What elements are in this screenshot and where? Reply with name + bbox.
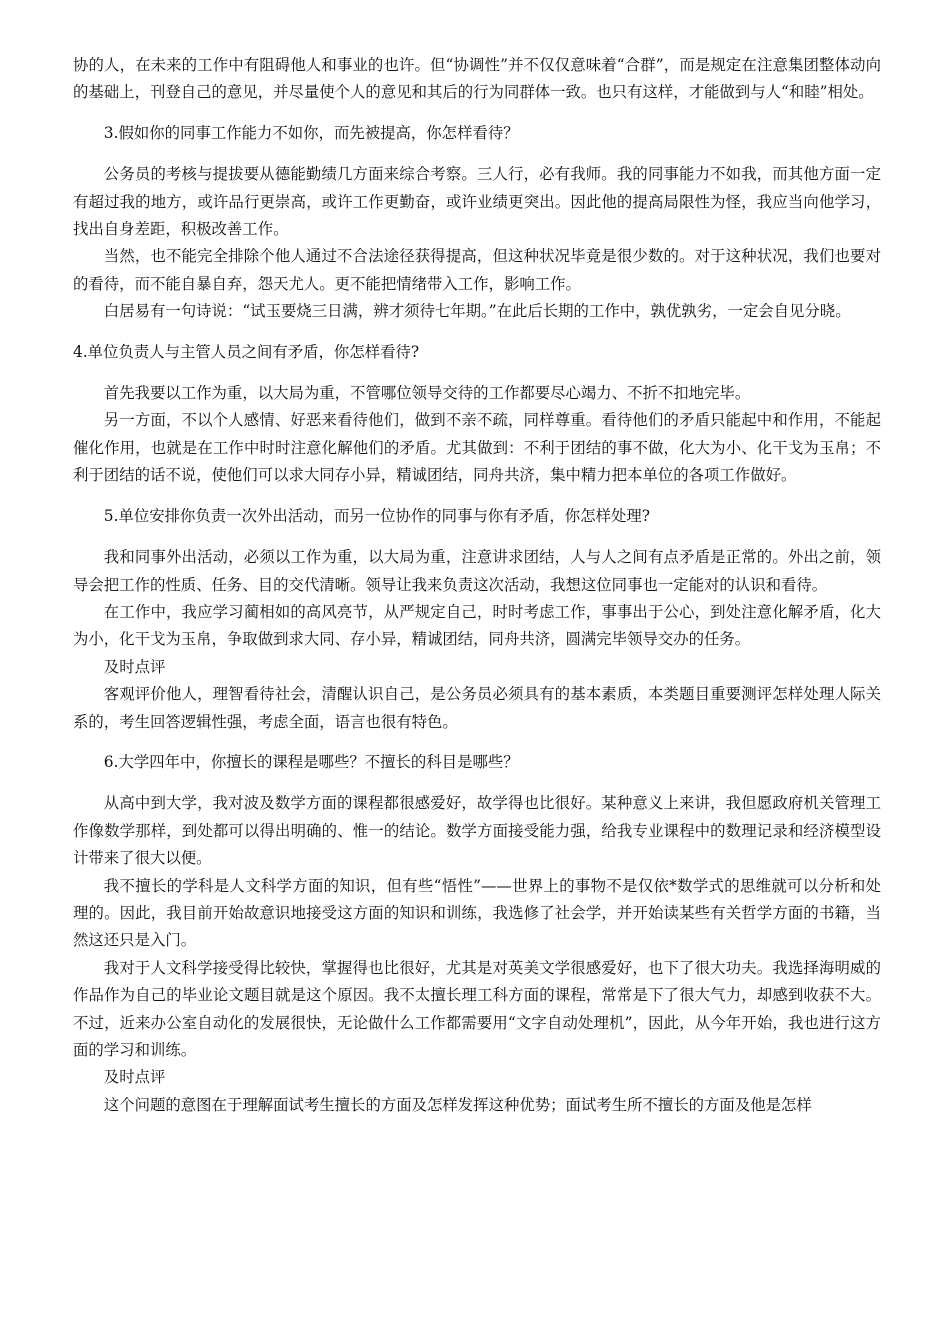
body-paragraph: 首先我要以工作为重，以大局为重，不管哪位领导交待的工作都要尽心竭力、不折不扣地完毕。 — [103, 384, 751, 403]
body-paragraph: 白居易有一句诗说：“试玉要烧三日满，辨才须待七年期。”在此后长期的工作中，孰优孰劣，一定会自见分晓。 — [103, 302, 851, 321]
body-paragraph: 我不擅长的学科是人文科学方面的知识，但有些“悟性”——世界上的事物不是仅依*数学式的思维就可以分析和处理的。因此，我目前开始故意识地接受这方面的知识和训练，我选修了社会学，并开始读某些有关哲学方面的书籍，当然这还只是入门。 — [73, 876, 881, 950]
body-paragraph: 我对于人文科学接受得比较快，掌握得也比很好，尤其是对英美文学很感爱好，也下了很大功夫。我选择海明威的作品作为自己的毕业论文题目就是这个原因。我不太擅长理工科方面的课程，常常是下了很大气力，却感到收获不大。不过，近来办公室自动化的发展很快，无论做什么工作都需要用“文字自动处理机”，因此，从今年开始，我也进行这方面的学习和训练。 — [73, 958, 881, 1059]
question-heading: 3.假如你的同事工作能力不如你，而先被提高，你怎样看待？ — [103, 123, 519, 142]
body-paragraph: 另一方面，不以个人感情、好恶来看待他们，做到不亲不疏，同样尊重。看待他们的矛盾只能起中和作用，不能起催化作用，也就是在工作中时时注意化解他们的矛盾。尤其做到：不利于团结的事不做，化大为小、化干戈为玉帛；不利于团结的话不说，使他们可以求大同存小异，精诚团结，同舟共济，集中精力把本单位的各项工作做好。 — [73, 411, 881, 485]
body-paragraph: 协的人，在未来的工作中有阻碍他人和事业的也许。但“协调性”并不仅仅意味着“合群”，而是规定在注意集团整体动向的基础上，刊登自己的意见，并尽量使个人的意见和其后的行为同群体一致。也只有这样，才能做到与人“和睦”相处。 — [73, 56, 881, 102]
body-paragraph: 这个问题的意图在于理解面试考生擅长的方面及怎样发挥这种优势；面试考生所不擅长的方面及他是怎样 — [103, 1095, 812, 1114]
question-heading: 4.单位负责人与主管人员之间有矛盾，你怎样看待? — [73, 342, 420, 361]
body-paragraph: 在工作中，我应学习蔺相如的高风亮节，从严规定自己，时时考虑工作，事事出于公心，到处注意化解矛盾，化大为小，化干戈为玉帛，争取做到求大同、存小异，精诚团结，同舟共济，圆满完毕领导交办的任务。 — [73, 602, 881, 649]
document-page — [73, 52, 881, 1119]
body-paragraph: 我和同事外出活动，必须以工作为重，以大局为重，注意讲求团结，人与人之间有点矛盾是正常的。外出之前，领导会把工作的性质、任务、目的交代清晰。领导让我来负责这次活动，我想这位同事也一定能对的认识和看待。 — [73, 548, 881, 594]
body-paragraph: 及时点评 — [103, 657, 166, 676]
question-heading: 6.大学四年中，你擅长的课程是哪些？不擅长的科目是哪些？ — [103, 752, 519, 771]
body-paragraph: 从高中到大学，我对波及数学方面的课程都很感爱好，故学得也比很好。某种意义上来讲，我但愿政府机关管理工作像数学那样，到处都可以得出明确的、惟一的结论。数学方面接受能力强，给我专业课程中的数理记录和经济模型设计带来了很大以便。 — [73, 794, 881, 868]
body-paragraph: 客观评价他人，理智看待社会，清醒认识自己，是公务员必须具有的基本素质，本类题目重要测评怎样处理人际关系的，考生回答逻辑性强，考虑全面，语言也很有特色。 — [73, 685, 881, 731]
body-paragraph: 当然，也不能完全排除个他人通过不合法途径获得提高，但这种状况毕竟是很少数的。对于这种状况，我们也要对的看待，而不能自暴自弃，怨天尤人。更不能把情绪带入工作，影响工作。 — [73, 247, 881, 293]
question-heading: 5.单位安排你负责一次外出活动，而另一位协作的同事与你有矛盾，你怎样处理? — [103, 506, 651, 525]
body-paragraph: 及时点评 — [103, 1068, 166, 1087]
body-paragraph: 公务员的考核与提拔要从德能勤绩几方面来综合考察。三人行，必有我师。我的同事能力不如我，而其他方面一定有超过我的地方，或许品行更崇高，或许工作更勤奋，或许业绩更突出。因此他的提高局限性为怪，我应当向他学习，找出自身差距，积极改善工作。 — [73, 165, 881, 239]
